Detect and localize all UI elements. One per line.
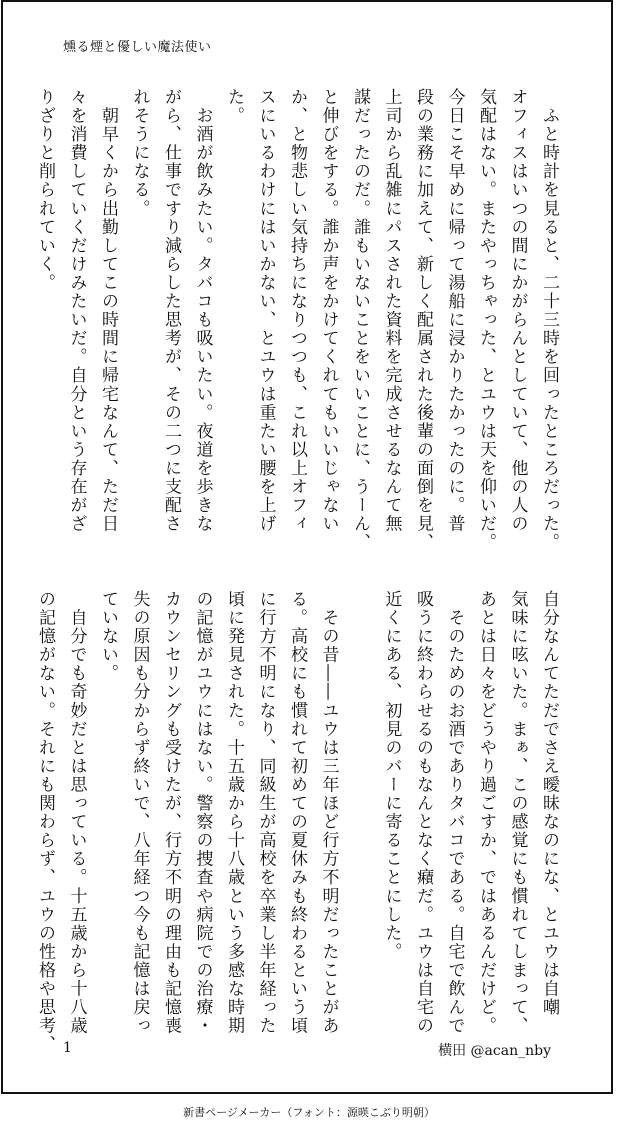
page-frame xyxy=(1,0,613,1094)
body-text-bottom: 自分なんてただでさえ曖昧なのにな、とユウは自嘲 気味に呟いた。まぁ、この感覚にも慣れてしまって、 あとは日々をどうやり過ごすか、ではあるんだけど。 そのためのお酒でありタバコである。自宅で飲んで 吸うに終わらせるのもなんとなく癪だ。ユウは自宅の 近くにある、初見のバーに寄ることにした。 その昔――ユウは三年ほど行方不明だったことがあ る。高校にも慣れて初めての夏休みも終わるという頃 に行方不明になり、同級生が高校を卒業し半年経った 頃に発見された。十五歳から十八歳という多感な時期 の記憶がユウにはない。警察の捜査や病院での治療・ カウンセリングも受けたが、行方不明の理由も記憶喪 失の原因も分からず終いで、八年経つ今も記憶は戻っ ていない。 自分でも奇妙だとは思っている。十五歳から十八歳 の記憶がない。それにも関わらず、ユウの性格や思考、 xyxy=(35,590,559,1054)
generator-credit: 新書ページメーカー（フォント：源暎こぶり明朝） xyxy=(183,1106,435,1119)
body-text-top: ふと時計を見ると、二十三時を回ったところだった。 オフィスはいつの間にかがらんとしていて、他の人の 気配はない。またやっちゃった、とユウは天を仰いだ。 今日こそ早めに帰って湯船に浸かりたかったのに。普 段の業務に加えて、新しく配属された後輩の面倒を見、 上司から乱雑にパスされた資料を完成させるなんて無 謀だったのだ。誰もいないことをいいことに、うーん、 と伸びをする。誰か声をかけてくれてもいいじゃない か、と物悲しい気持ちになりつつも、これ以上オフィ スにいるわけにはいかない、とユウは重たい腰を上げ た。 お酒が飲みたい。タバコも吸いたい。夜道を歩きな がら、仕事ですり減らした思考が、その二つに支配さ れそうになる。 朝早くから出勤してこの時間に帰宅なんて、ただ日 々を消費していくだけみたいだ。自分という存在がざ りざりと削られていく。 xyxy=(35,88,559,552)
author-credit: 横田 @acan_nby xyxy=(438,1043,551,1059)
page-number: 1 xyxy=(63,1040,72,1056)
running-title: 燻る煙と優しい魔法使い xyxy=(63,40,212,55)
